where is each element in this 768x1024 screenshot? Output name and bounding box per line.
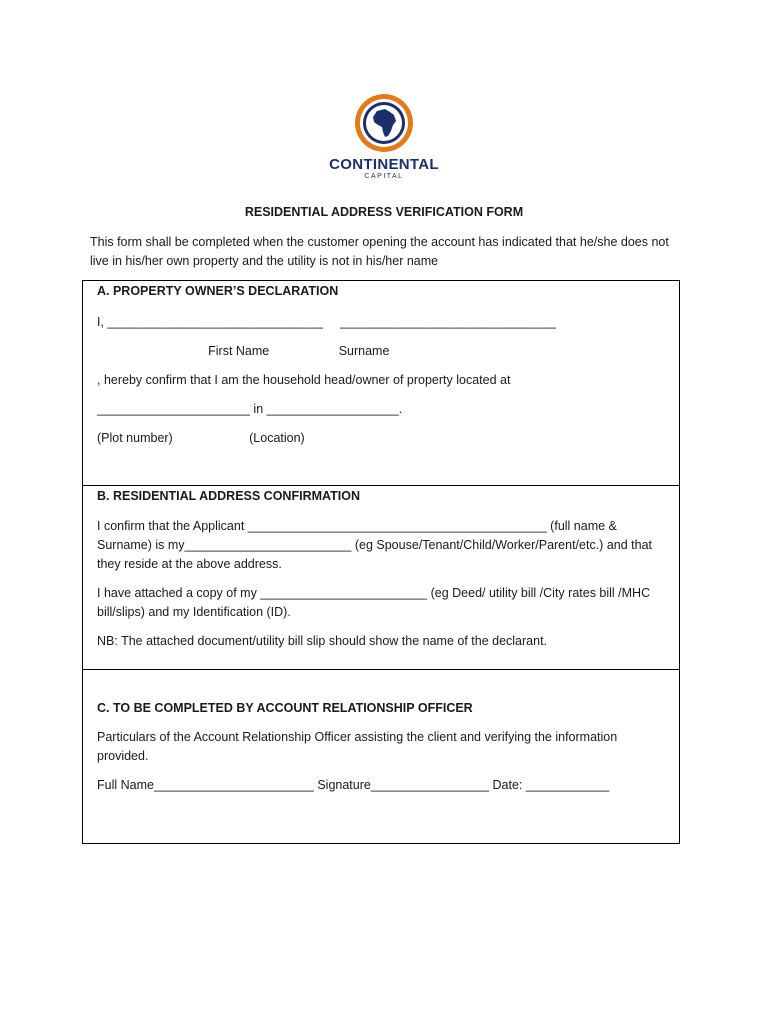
owner-name-field[interactable]: I, _______________________________ _______________________________ [97,315,556,329]
officer-particulars-text: Particulars of the Account Relationship Officer assisting the client and verifying the information provided. [97,730,618,763]
company-logo [312,92,456,181]
owner-name-labels: First Name Surname [97,344,390,358]
officer-signature-fields[interactable]: Full Name_______________________ Signature_________________ Date: ____________ [97,778,610,792]
declarant-note: NB: The attached document/utility bill slip should show the name of the declarant. [97,634,548,648]
plot-location-field[interactable]: ______________________ in ___________________. [97,402,403,416]
section-a-heading: A. PROPERTY OWNER’S DECLARATION [97,284,339,298]
owner-confirm-text: , hereby confirm that I am the household head/owner of property located at [97,373,511,387]
applicant-relationship-field[interactable]: I confirm that the Applicant ___________________________________________ (full name & Surname) is my________________________ (eg Spouse/Tenant/Child/Worker/Parent/etc.) and that they reside at the above address. [97,519,652,571]
section-residential-address-confirmation [83,486,679,670]
intro-paragraph: This form shall be completed when the customer opening the account has indicated that he/she does not live in his/her own property and the utility is not in his/her name [90,235,669,268]
section-account-relationship-officer [83,670,679,843]
africa-globe-logo-icon [353,92,415,154]
section-c-heading: C. TO BE COMPLETED BY ACCOUNT RELATIONSHIP OFFICER [97,701,473,715]
logo-subtitle: CAPITAL [364,173,404,180]
form-title: RESIDENTIAL ADDRESS VERIFICATION FORM [244,205,524,219]
attached-document-field[interactable]: I have attached a copy of my ________________________ (eg Deed/ utility bill /City rates bill /MHC bill/slips) and my Identification (ID). [97,586,651,619]
verification-form-box [82,280,680,844]
section-b-heading: B. RESIDENTIAL ADDRESS CONFIRMATION [97,489,360,503]
logo-wordmark: CONTINENTAL [329,156,439,173]
plot-location-labels: (Plot number) (Location) [97,431,305,445]
section-property-owner-declaration [83,281,679,486]
